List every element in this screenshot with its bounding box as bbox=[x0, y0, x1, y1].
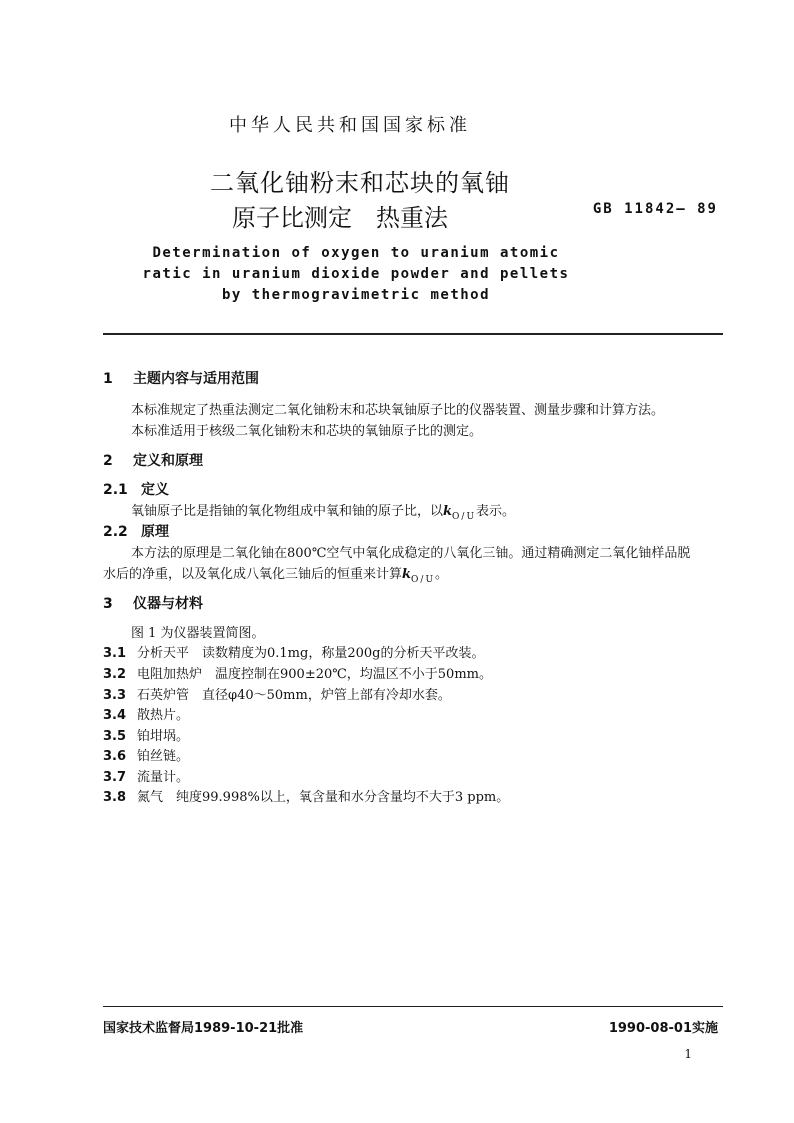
section-1-heading bbox=[103, 368, 259, 388]
list-item bbox=[103, 745, 189, 764]
section-3-heading bbox=[103, 593, 203, 613]
list-item bbox=[103, 766, 189, 785]
section-number: 3 bbox=[103, 596, 113, 612]
country-standard-heading: 中华人民共和国国家标准 bbox=[229, 115, 471, 136]
header-divider bbox=[103, 333, 723, 335]
item-text: 分析天平 读数精度为0.1mg，称量200g的分析天平改装。 bbox=[137, 646, 485, 661]
section-title: 定义和原理 bbox=[133, 453, 203, 469]
principle-text-part: 水后的净重，以及氧化成八氧化三铀后的恒重来计算 bbox=[103, 567, 403, 582]
item-text: 散热片。 bbox=[137, 708, 190, 723]
standard-number: GB 11842— 89 bbox=[592, 201, 718, 217]
item-number: 3.3 bbox=[103, 688, 127, 703]
section-title: 原理 bbox=[141, 524, 169, 540]
section-2-1-heading bbox=[103, 479, 169, 499]
principle-text-line1: 本方法的原理是二氧化铀在800℃空气中氧化成稳定的八氧化三铀。通过精确测定二氧化铀样品脱 bbox=[131, 546, 691, 561]
section-number: 1 bbox=[103, 371, 113, 387]
list-item bbox=[103, 642, 484, 661]
document-title-line2: 原子比测定 热重法 bbox=[232, 204, 448, 232]
implementation-date: 1990-08-01实施 bbox=[608, 1021, 718, 1036]
principle-text-part: 。 bbox=[435, 567, 449, 582]
definition-text bbox=[131, 500, 515, 522]
ratio-subscript: O/U bbox=[452, 512, 477, 522]
item-text: 氮气 纯度99.998%以上，氧含量和水分含量均不大于3 ppm。 bbox=[137, 790, 510, 805]
ratio-symbol: k bbox=[443, 504, 453, 519]
section-number: 2.1 bbox=[103, 482, 128, 498]
footer-divider bbox=[103, 1006, 723, 1007]
english-title-line1: Determination of oxygen to uranium atomic bbox=[152, 245, 560, 261]
page-number: 1 bbox=[684, 1047, 692, 1061]
list-item bbox=[103, 663, 492, 682]
section-2-2-heading bbox=[103, 521, 169, 541]
item-text: 铂坩埚。 bbox=[137, 729, 190, 744]
list-item bbox=[103, 725, 189, 744]
item-number: 3.7 bbox=[103, 770, 127, 785]
section-2-heading bbox=[103, 450, 203, 470]
item-text: 石英炉管 直径φ40～50mm，炉管上部有冷却水套。 bbox=[137, 688, 451, 703]
document-title-line1: 二氧化铀粉末和芯块的氧铀 bbox=[210, 169, 510, 197]
item-number: 3.4 bbox=[103, 708, 127, 723]
section-1-paragraph-2: 本标准适用于核级二氧化铀粉末和芯块的氧铀原子比的测定。 bbox=[131, 424, 483, 439]
english-title-line2: ratic in uranium dioxide powder and pellets bbox=[142, 266, 570, 282]
section-number: 2 bbox=[103, 453, 113, 469]
approval-date: 国家技术监督局1989-10-21批准 bbox=[103, 1021, 304, 1036]
list-item bbox=[103, 684, 451, 703]
definition-text-part: 氧铀原子比是指铀的氧化物组成中氧和铀的原子比，以 bbox=[131, 504, 444, 519]
section-1-paragraph-1: 本标准规定了热重法测定二氧化铀粉末和芯块氧铀原子比的仪器装置、测量步骤和计算方法。 bbox=[131, 403, 665, 418]
item-text: 流量计。 bbox=[137, 770, 190, 785]
section-title: 主题内容与适用范围 bbox=[133, 371, 259, 387]
ratio-subscript: O/U bbox=[411, 575, 436, 585]
item-number: 3.2 bbox=[103, 667, 127, 682]
ratio-symbol: k bbox=[402, 567, 412, 582]
list-item bbox=[103, 704, 189, 723]
section-title: 定义 bbox=[141, 482, 169, 498]
item-number: 3.5 bbox=[103, 729, 127, 744]
section-title: 仪器与材料 bbox=[133, 596, 203, 612]
item-number: 3.1 bbox=[103, 646, 127, 661]
item-number: 3.6 bbox=[103, 749, 127, 764]
list-item bbox=[103, 786, 509, 805]
item-text: 铂丝链。 bbox=[137, 749, 190, 764]
figure-reference: 图 1 为仪器装置简图。 bbox=[131, 626, 265, 641]
principle-text-line2 bbox=[103, 563, 448, 585]
section-number: 2.2 bbox=[103, 524, 128, 540]
item-number: 3.8 bbox=[103, 790, 127, 805]
item-text: 电阻加热炉 温度控制在900±20℃，均温区不小于50mm。 bbox=[137, 667, 492, 682]
english-title-line3: by thermogravimetric method bbox=[221, 287, 491, 303]
definition-text-part: 表示。 bbox=[476, 504, 516, 519]
